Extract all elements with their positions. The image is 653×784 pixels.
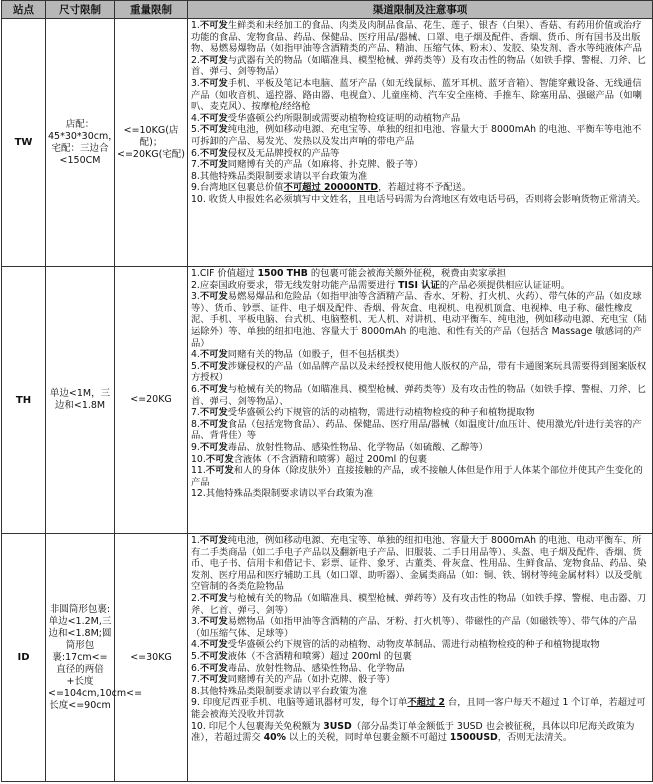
note-text: 6. [191,383,200,395]
header-notes: 渠道限制及注意事项 [188,1,653,19]
note-item [191,721,650,744]
weight-limit-cell: <=10KG(店配)；<=20KG(宅配) [115,19,188,267]
note-text: 与武器有关的物品（如瞄准具、模型枪械、弹药类等）及有攻击性的物品（如铁手撑、警棍、刀斧、匕首、弹弓、剑等物品） [191,54,647,78]
note-text: 涉嫌侵权的产品（如品牌产品以及未经授权使用他人版权的产品，带有卡通图案玩具需要得到图案版权方授权） [191,360,647,384]
note-emphasis: 不可发 [199,662,228,674]
note-emphasis: 不可发 [199,441,228,453]
note-emphasis: 不可发 [199,360,228,372]
note-text: 的包裹可能会被海关额外征税，税费由卖家承担 [307,268,507,279]
note-item [191,651,650,663]
note-text: 1. [191,20,200,31]
note-text: 4. [191,349,200,361]
note-text: 10. 印尼个人包裹海关免税额为 [191,720,324,732]
note-text: 的产品必须提供相应认证证明。 [439,279,571,291]
note-text: 受华盛顿公约下规管的活的动植物、动物皮革制品、需进行动植物检疫的种子和植物提取物 [227,639,600,651]
note-text: 1. [191,535,200,546]
table-row-tw [2,19,653,267]
note-text: 2.应泰国政府要求，带无线发射功能产品需要进行 [191,279,399,291]
note-emphasis: 不可超过 20000NTD [283,182,379,194]
header-weight-limit: 重量限制 [115,1,188,19]
size-limit-cell: 非圆筒形包裹:单边<1.2M,三边和<1.8M;圆筒形包裹:17cm<=直径的两倍+长度<=104cm,10cm<=长度<=90cm [46,534,115,782]
note-item [191,148,650,160]
note-emphasis: 40% [263,732,286,744]
note-emphasis: 不可发 [199,124,228,136]
note-item [191,78,650,113]
note-item [191,465,650,488]
note-text: 8.其他特殊品类限制要求请以平台政策为准 [191,685,368,697]
note-emphasis: 不可发 [199,147,228,159]
note-text: 食品（包括宠物食品）、药品、保健品、医疗用品/器械（如温度计/血压计、使用激光/针进行美容的产品、背背佳）等 [191,418,642,442]
note-text: 5. [191,650,200,662]
note-item [191,384,650,407]
note-text: 4. [191,112,200,124]
station-cell: ID [2,534,46,782]
note-item [191,454,650,466]
note-item [191,488,650,500]
note-item [191,616,650,639]
note-emphasis: 不可发 [199,407,228,419]
header-station: 站点 [2,1,46,19]
note-emphasis: 不可发 [199,77,228,89]
note-text: 含液体（不含酒精和喷雾）超过 200ml 的包裹 [233,453,428,465]
note-text: 纯电池，例如移动电源、充电宝等、单独的纽扣电池、容量大于 8000mAh 的电池、电动平衡车、所有二手类商品（如二手电子产品以及翻新电子产品、旧服装、二手日用品等）、头盔、电子烟及配件、香烟、货币、电子书、信用卡和借记卡、彩票、证件、象牙、古董类、骨灰盒、性用品、生鲜食品、宠物食品、药品、染发剂、医疗用品和医疗辅助工具（如口罩、助听器）、金属类商品（如：铜、铁、钢材等纯金属材料）以及受航空管制的各类危险物品 [191,535,647,593]
note-text: 3. [191,291,200,303]
weight-limit-cell: <=20KG [115,267,188,534]
note-text: 6. [191,662,200,674]
note-text: 易燃物品（如指甲油等含酒精的产品、牙粉、打火机等）、带磁性的产品（如磁铁等）、带气体的产品（如压缩气体、足球等） [191,616,637,639]
note-item [191,291,650,349]
note-item [191,407,650,419]
note-text: 8.其他特殊品类限制要求请以平台政策为准 [191,170,368,182]
note-text: 11. [191,465,206,477]
note-emphasis: 不可发 [199,383,228,395]
note-item [191,593,650,616]
note-emphasis: 不可发 [199,418,228,430]
size-limit-cell: 店配：45*30*30cm，宅配：三边合<150CM [46,19,115,267]
station-cell: TW [2,19,46,267]
note-emphasis: 不可发 [199,639,228,651]
note-text: 毒品、放射性物品、感染性物品、化学物品（如硫酸、乙醇等） [227,441,489,453]
header-row [2,1,653,19]
note-text: 纯电池，例如移动电源、充电宝等、单独的纽扣电池、容量大于 8000mAh 的电池、平衡车等电池不可拆卸的产品、易发光、发热以及发出声响的带电产品 [191,124,642,147]
note-text: 6. [191,147,200,159]
note-item [191,535,650,593]
note-item [191,663,650,675]
note-text: 同赌有关的物品（如骰子，但不包括棋类） [227,349,405,361]
note-emphasis: 不可发 [199,535,228,546]
note-item [191,268,650,280]
note-emphasis: 不可发 [199,592,228,604]
note-text: 8. [191,418,200,430]
note-emphasis: 1500USD [449,732,498,744]
note-text: ，若超过将不予配送。 [378,182,472,194]
note-text: 4. [191,639,200,651]
note-emphasis: 3USD [323,720,352,732]
note-text: 9. 印度尼西亚手机、电脑等通讯器材可发，每个订单 [191,697,408,709]
note-item [191,194,650,206]
note-emphasis: 不可发 [199,54,228,66]
note-text: 7. [191,159,200,171]
note-text: 9.台湾地区包裹总价值 [191,182,284,194]
note-item [191,55,650,78]
note-emphasis: 不可发 [199,616,228,628]
note-text: 同赌博有关的产品（如扑克牌、骰子等） [227,674,396,686]
weight-limit-cell: <=30KG [115,534,188,782]
note-text: 以上的关税，同时单包裹金额不可超过 [285,732,450,744]
note-emphasis: 不可发 [205,453,234,465]
note-text: 2. [191,592,200,604]
note-text: 同赌博有关的产品（如麻将、扑克牌、骰子等） [227,159,424,171]
note-item [191,171,650,183]
note-item [191,280,650,292]
note-text: 1.CIF 价值超过 [191,268,258,279]
note-item [191,20,650,55]
note-item [191,419,650,442]
table-row-th [2,267,653,534]
note-emphasis: 不可发 [199,291,228,303]
note-text: 受华盛顿公约下规管的活的动植物，需进行动植物检疫的种子和植物提取物 [227,407,535,419]
note-text: 侵权及无品牌授权的产品等 [227,147,340,159]
note-item [191,674,650,686]
note-emphasis: 不可发 [199,349,228,361]
note-text: 5. [191,360,200,372]
note-emphasis: 1500 THB [257,268,308,279]
notes-cell [188,19,653,267]
header-size-limit: 尺寸限制 [46,1,115,19]
note-text: 12.其他特殊品类限制要求请以平台政策为准 [191,488,374,500]
note-text: 5. [191,124,200,136]
note-item [191,124,650,147]
note-text: 台，且同一客户每天不超过 1 个订单，若超过可能会被海关没收并罚款 [191,697,646,720]
note-item [191,113,650,125]
note-emphasis: 不可发 [199,674,228,686]
station-cell: TH [2,267,46,534]
note-text: 受华盛顿公约所限制或需要动植物检疫证明的动植物产品 [227,112,461,124]
note-emphasis: 不可发 [199,112,228,124]
note-item [191,349,650,361]
note-text: 手机、平板及笔记本电脑、蓝牙产品（如无线鼠标、蓝牙耳机、蓝牙音箱）、智能穿戴设备、无线通信产品（如收音机、遥控器、路由器、电视盒）、儿童座椅、汽车安全座椅、手推车、除塞用品、强磁产品（如喇叭、麦克风）、按摩枪/经络枪 [191,77,642,113]
note-text: （部分品类订单金额低于 3USD 也会被征税，具体以印尼海关政策为准），若超过需交 [191,720,635,744]
note-text: 易燃易爆品和危险品（如指甲油等含酒精产品、香水、牙粉、打火机、火药）、带气体的产品（如皮球等）、货币、钞票、证件、电子烟及配件、香烟、骨灰盒、电视机、电视机顶盒、电视棒、电子称、磁性橡皮泥、手机、平板电脑、台式机、电脑整机、无人机、对讲机、电动平衡车、纯电池，例如移动电源、充电宝（陆运除外）等、单独的纽扣电池、容量大于 8000mAh 的电池、和性有关的产品（包括含 Massage 敏感词的产品） [191,291,647,349]
size-limit-cell: 单边<1M，三边和<1.8M [46,267,115,534]
note-text: ，否则无法清关。 [497,732,573,744]
note-emphasis: 不可发 [199,159,228,171]
note-text: 与枪械有关的物品（如瞄准具、模型枪械、弹药等）及有攻击性的物品（如铁手撑、警棍、电击器、刀斧、匕首、弹弓、剑等） [191,592,647,616]
notes-cell [188,534,653,782]
note-emphasis: TISI 认证 [398,279,440,291]
channel-restriction-table [1,0,653,782]
note-text: 毒品、放射性物品、感染性物品、化学物品 [227,662,405,674]
note-text: 10. [191,453,206,465]
note-emphasis: 不可发 [205,465,234,477]
note-text: 与枪械有关的物品（如瞄准具、模型枪械、弹药类等）及有攻击性的物品（如铁手撑、警棍、刀斧、匕首、弹弓、剑等物品）、 [191,383,647,407]
note-item [191,361,650,384]
note-text: 3. [191,616,200,628]
table-row-id [2,534,653,782]
note-item [191,159,650,171]
note-item [191,182,650,194]
note-emphasis: 不可发 [199,650,228,662]
note-text: 3. [191,77,200,89]
note-text: 液体（不含酒精和喷雾）超过 200ml 的包裹 [227,650,412,662]
note-item [191,639,650,651]
note-emphasis: 不超过 2 [407,697,445,709]
note-text: 7. [191,674,200,686]
note-text: 2. [191,54,200,66]
note-item [191,442,650,454]
note-text: 7. [191,407,200,419]
note-item [191,697,650,720]
notes-cell [188,267,653,534]
note-text: 10. 收货人申报姓名必须填写中文姓名，且电话号码需为台湾地区有效电话号码，否则将会影响货物正常清关。 [191,193,646,205]
note-item [191,686,650,698]
note-text: 和人的身体（除皮肤外）直接接触的产品，或不接触人体但是作用于人体某个部位并使其产生变化的产品 [191,465,643,488]
note-emphasis: 不可发 [199,20,228,31]
note-text: 9. [191,441,200,453]
note-text: 生鲜类和未经加工的食品、肉类及肉制品食品、花生、莲子、银杏（白果）、香菇、有药用价值或治疗功能的食品、宠物食品、药品、保健品、医疗用品/器械、口罩、电子烟及配件、香烟、货币、所有国书及出版物、易燃易爆物品（如指甲油等含酒精类的产品、精油、压缩气体、粉末）、发胶、染发剂、香水等纯液体产品 [191,20,642,55]
